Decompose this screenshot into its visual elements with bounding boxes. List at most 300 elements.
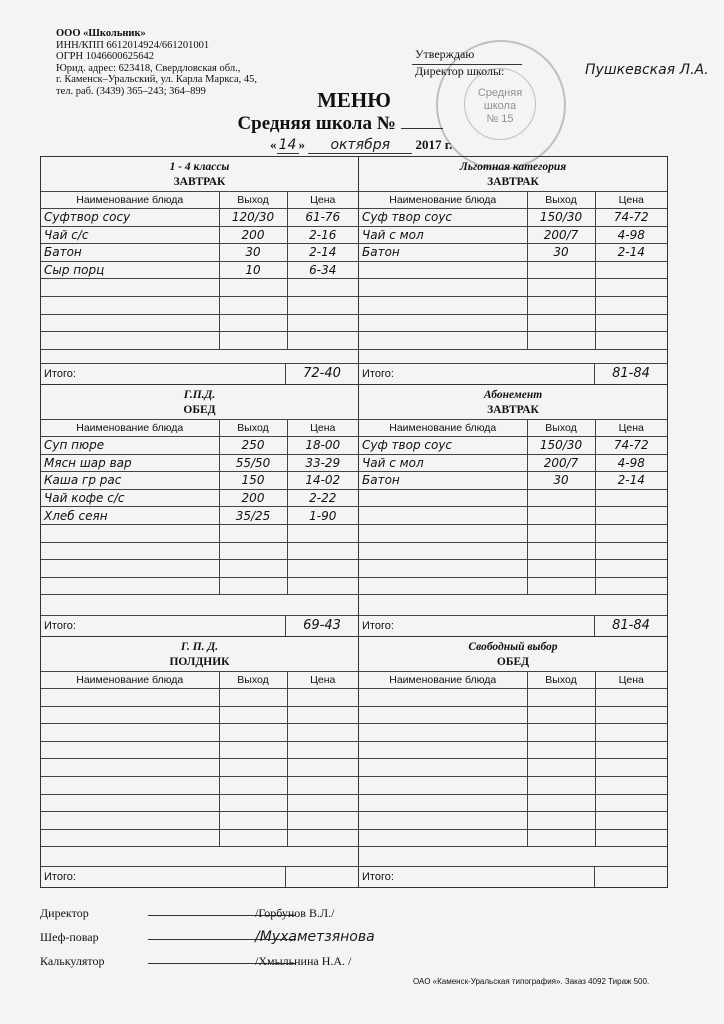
col-header-output: Выход bbox=[527, 420, 595, 437]
dish-price bbox=[595, 812, 667, 830]
dish-output: 55/50 bbox=[219, 454, 287, 472]
dish-name bbox=[359, 296, 527, 314]
table-row bbox=[359, 706, 667, 724]
menu-grid bbox=[40, 156, 668, 888]
table-header-row bbox=[41, 672, 358, 689]
table-row bbox=[41, 454, 358, 472]
dish-price bbox=[595, 706, 667, 724]
col-header-name: Наименование блюда bbox=[41, 672, 219, 689]
dish-output bbox=[527, 706, 595, 724]
org-name: ООО «Школьник» bbox=[56, 28, 146, 39]
dish-name: Батон bbox=[359, 472, 527, 490]
block-category: Г.П.Д. bbox=[183, 389, 216, 401]
dish-price bbox=[595, 261, 667, 279]
table-row bbox=[41, 314, 358, 332]
dish-output: 200 bbox=[219, 489, 287, 507]
menu-table bbox=[359, 191, 667, 350]
org-ogrn: ОГРН 1046600625642 bbox=[56, 51, 154, 62]
dish-price bbox=[287, 279, 358, 297]
approve-line bbox=[412, 64, 522, 65]
dish-price bbox=[595, 577, 667, 595]
dish-price: 61-76 bbox=[287, 209, 358, 227]
dish-output: 30 bbox=[527, 244, 595, 262]
dish-price bbox=[595, 296, 667, 314]
dish-name: Суп пюре bbox=[41, 437, 219, 455]
dish-name bbox=[41, 829, 219, 847]
block-category: Г. П. Д. bbox=[180, 641, 219, 653]
col-header-price: Цена bbox=[595, 420, 667, 437]
dish-price: 2-14 bbox=[595, 244, 667, 262]
dish-name: Мясн шар вар bbox=[41, 454, 219, 472]
date-quote-open: « bbox=[270, 137, 277, 152]
table-row bbox=[41, 542, 358, 560]
dish-price bbox=[595, 794, 667, 812]
dish-name bbox=[359, 724, 527, 742]
dish-price bbox=[287, 812, 358, 830]
menu-block bbox=[41, 385, 359, 637]
dish-price bbox=[287, 689, 358, 707]
dish-output bbox=[219, 279, 287, 297]
dish-name bbox=[41, 759, 219, 777]
dish-output: 200 bbox=[219, 226, 287, 244]
block-header bbox=[41, 157, 358, 191]
dish-name bbox=[41, 776, 219, 794]
dish-name: Чай с/с bbox=[41, 226, 219, 244]
table-row bbox=[359, 724, 667, 742]
dish-output: 30 bbox=[527, 472, 595, 490]
table-row bbox=[359, 489, 667, 507]
dish-price bbox=[595, 542, 667, 560]
dish-price: 2-16 bbox=[287, 226, 358, 244]
total-value: 81-84 bbox=[594, 616, 667, 636]
dish-name: Хлеб сеян bbox=[41, 507, 219, 525]
block-header bbox=[359, 385, 667, 419]
dish-output bbox=[219, 314, 287, 332]
block-meal: ОБЕД bbox=[496, 656, 530, 668]
table-row bbox=[41, 577, 358, 595]
print-info: ОАО «Каменск-Уральская типография». Заказ 4092 Тираж 500. bbox=[413, 977, 650, 986]
col-header-output: Выход bbox=[527, 192, 595, 209]
col-header-output: Выход bbox=[219, 420, 287, 437]
table-row bbox=[359, 244, 667, 262]
menu-block bbox=[41, 637, 359, 887]
director-label: Директор bbox=[40, 906, 89, 920]
dish-output bbox=[527, 776, 595, 794]
dish-output bbox=[219, 812, 287, 830]
total-row bbox=[41, 615, 358, 636]
dish-name bbox=[359, 706, 527, 724]
dish-price bbox=[287, 724, 358, 742]
table-row bbox=[41, 776, 358, 794]
dish-name: Батон bbox=[359, 244, 527, 262]
block-category: Свободный выбор bbox=[468, 641, 558, 653]
table-row bbox=[359, 689, 667, 707]
total-row bbox=[359, 615, 667, 636]
dish-price bbox=[595, 279, 667, 297]
dish-name bbox=[41, 542, 219, 560]
table-row bbox=[359, 314, 667, 332]
dish-output bbox=[219, 524, 287, 542]
dish-price bbox=[287, 542, 358, 560]
table-row bbox=[41, 812, 358, 830]
dish-price bbox=[287, 794, 358, 812]
block-meal: ЗАВТРАК bbox=[173, 176, 226, 188]
dish-output bbox=[219, 577, 287, 595]
dish-name: Сыр порц bbox=[41, 261, 219, 279]
table-row bbox=[359, 209, 667, 227]
dish-name bbox=[41, 741, 219, 759]
table-row bbox=[41, 261, 358, 279]
dish-price bbox=[595, 689, 667, 707]
menu-table bbox=[41, 671, 358, 847]
dish-output bbox=[219, 741, 287, 759]
col-header-name: Наименование блюда bbox=[359, 672, 527, 689]
table-row bbox=[359, 454, 667, 472]
block-meal: ЗАВТРАК bbox=[487, 176, 539, 188]
dish-output bbox=[527, 507, 595, 525]
dish-price: 6-34 bbox=[287, 261, 358, 279]
dish-output bbox=[527, 577, 595, 595]
block-header bbox=[359, 637, 667, 671]
dish-name: Чай с мол bbox=[359, 454, 527, 472]
dish-output bbox=[527, 296, 595, 314]
col-header-output: Выход bbox=[219, 672, 287, 689]
dish-name bbox=[359, 332, 527, 350]
dish-output bbox=[219, 759, 287, 777]
dish-price bbox=[595, 829, 667, 847]
menu-table bbox=[41, 191, 358, 350]
table-row bbox=[41, 829, 358, 847]
table-row bbox=[359, 759, 667, 777]
table-row bbox=[41, 279, 358, 297]
dish-output: 120/30 bbox=[219, 209, 287, 227]
total-value: 81-84 bbox=[594, 364, 667, 384]
dish-name bbox=[41, 524, 219, 542]
block-category: 1 - 4 классы bbox=[169, 161, 230, 173]
table-row bbox=[359, 577, 667, 595]
col-header-price: Цена bbox=[595, 672, 667, 689]
org-address-line2: г. Каменск–Уральский, ул. Карла Маркса, 45, bbox=[56, 74, 257, 85]
table-row bbox=[359, 829, 667, 847]
total-label: Итого: bbox=[362, 871, 394, 883]
table-row bbox=[359, 261, 667, 279]
dish-name bbox=[359, 829, 527, 847]
table-row bbox=[41, 332, 358, 350]
dish-output bbox=[527, 759, 595, 777]
dish-output bbox=[219, 706, 287, 724]
dish-price bbox=[595, 560, 667, 578]
total-label: Итого: bbox=[362, 368, 394, 380]
table-row bbox=[41, 244, 358, 262]
dish-output bbox=[219, 560, 287, 578]
dish-price bbox=[287, 332, 358, 350]
subtitle-text: Средняя школа № bbox=[237, 113, 396, 134]
table-header-row bbox=[41, 420, 358, 437]
dish-output bbox=[527, 812, 595, 830]
dish-price bbox=[287, 577, 358, 595]
chef-row bbox=[40, 924, 375, 948]
date-year: 2017 г. bbox=[415, 137, 453, 152]
dish-price: 4-98 bbox=[595, 226, 667, 244]
page-title: МЕНЮ bbox=[317, 88, 391, 112]
dish-name bbox=[41, 706, 219, 724]
dish-price: 33-29 bbox=[287, 454, 358, 472]
dish-price bbox=[595, 776, 667, 794]
dish-name: Чай с мол bbox=[359, 226, 527, 244]
dish-price: 14-02 bbox=[287, 472, 358, 490]
dish-output: 200/7 bbox=[527, 454, 595, 472]
dish-name bbox=[359, 577, 527, 595]
approval-block bbox=[415, 46, 504, 80]
table-row bbox=[41, 507, 358, 525]
director-signature: Пушкевская Л.А. bbox=[585, 62, 709, 78]
dish-output bbox=[219, 829, 287, 847]
dish-output bbox=[527, 489, 595, 507]
table-row bbox=[41, 209, 358, 227]
col-header-output: Выход bbox=[527, 672, 595, 689]
org-inn: ИНН/КПП 6612014924/661201001 bbox=[56, 39, 210, 51]
table-row bbox=[41, 226, 358, 244]
dish-output bbox=[219, 776, 287, 794]
table-row bbox=[359, 741, 667, 759]
dish-output bbox=[527, 794, 595, 812]
dish-output bbox=[219, 724, 287, 742]
dish-name bbox=[41, 296, 219, 314]
table-row bbox=[41, 437, 358, 455]
dish-output bbox=[527, 261, 595, 279]
dish-price bbox=[595, 507, 667, 525]
total-value: 69-43 bbox=[285, 616, 358, 636]
total-value bbox=[285, 867, 358, 887]
dish-name bbox=[41, 689, 219, 707]
col-header-name: Наименование блюда bbox=[359, 192, 527, 209]
date-month: октября bbox=[308, 137, 412, 154]
approve-label: Утверждаю bbox=[415, 47, 475, 61]
block-header bbox=[41, 385, 358, 419]
table-row bbox=[41, 560, 358, 578]
dish-price: 74-72 bbox=[595, 437, 667, 455]
page-subtitle bbox=[0, 113, 702, 135]
table-row bbox=[359, 472, 667, 490]
col-header-price: Цена bbox=[287, 672, 358, 689]
dish-name bbox=[359, 261, 527, 279]
total-label: Итого: bbox=[44, 871, 76, 883]
dish-output bbox=[527, 724, 595, 742]
dish-name: Батон bbox=[41, 244, 219, 262]
date-quote-close: » bbox=[298, 137, 305, 152]
col-header-name: Наименование блюда bbox=[359, 420, 527, 437]
dish-name bbox=[41, 279, 219, 297]
dish-output bbox=[527, 524, 595, 542]
dish-name bbox=[41, 560, 219, 578]
table-row bbox=[359, 794, 667, 812]
table-row bbox=[41, 741, 358, 759]
col-header-output: Выход bbox=[219, 192, 287, 209]
table-row bbox=[41, 524, 358, 542]
dish-name bbox=[359, 689, 527, 707]
col-header-name: Наименование блюда bbox=[41, 192, 219, 209]
dish-output: 200/7 bbox=[527, 226, 595, 244]
block-header bbox=[359, 157, 667, 191]
col-header-price: Цена bbox=[595, 192, 667, 209]
table-row bbox=[359, 226, 667, 244]
total-row bbox=[41, 363, 358, 384]
dish-price: 1-90 bbox=[287, 507, 358, 525]
block-meal: ОБЕД bbox=[183, 404, 216, 416]
table-row bbox=[359, 332, 667, 350]
dish-output bbox=[527, 542, 595, 560]
dish-output bbox=[527, 689, 595, 707]
table-header-row bbox=[359, 192, 667, 209]
dish-price: 18-00 bbox=[287, 437, 358, 455]
dish-price bbox=[595, 332, 667, 350]
menu-block bbox=[359, 157, 667, 385]
dish-output bbox=[219, 332, 287, 350]
table-row bbox=[359, 279, 667, 297]
dish-name bbox=[41, 812, 219, 830]
dish-name bbox=[359, 759, 527, 777]
dish-name: Каша гр рас bbox=[41, 472, 219, 490]
dish-output bbox=[527, 829, 595, 847]
stamp-text-1: Средняя bbox=[477, 87, 523, 99]
table-row bbox=[359, 542, 667, 560]
dish-output: 35/25 bbox=[219, 507, 287, 525]
dish-output bbox=[527, 741, 595, 759]
dish-price bbox=[287, 560, 358, 578]
total-row bbox=[359, 866, 667, 887]
table-header-row bbox=[41, 192, 358, 209]
col-header-price: Цена bbox=[287, 192, 358, 209]
dish-price: 2-22 bbox=[287, 489, 358, 507]
dish-name bbox=[359, 507, 527, 525]
col-header-price: Цена bbox=[287, 420, 358, 437]
table-row bbox=[359, 812, 667, 830]
dish-output: 150/30 bbox=[527, 437, 595, 455]
calculator-row bbox=[40, 948, 352, 972]
org-address-line1: Юрид. адрес: 623418, Свердловская обл., bbox=[56, 62, 241, 74]
dish-name bbox=[41, 794, 219, 812]
table-row bbox=[41, 296, 358, 314]
table-row bbox=[41, 706, 358, 724]
dish-output: 250 bbox=[219, 437, 287, 455]
dish-price bbox=[287, 759, 358, 777]
stamp-text-3: № 15 bbox=[486, 113, 514, 125]
dish-price: 4-98 bbox=[595, 454, 667, 472]
dish-price: 74-72 bbox=[595, 209, 667, 227]
total-value bbox=[594, 867, 667, 887]
col-header-name: Наименование блюда bbox=[41, 420, 219, 437]
dish-price: 2-14 bbox=[287, 244, 358, 262]
stamp-text-2: школа bbox=[483, 100, 517, 112]
dish-price bbox=[287, 829, 358, 847]
dish-output: 150 bbox=[219, 472, 287, 490]
dish-name: Суф твор соус bbox=[359, 437, 527, 455]
dish-output: 150/30 bbox=[527, 209, 595, 227]
block-category: Абонемент bbox=[483, 389, 543, 401]
table-row bbox=[41, 794, 358, 812]
menu-block bbox=[359, 385, 667, 637]
dish-price bbox=[287, 741, 358, 759]
dish-price: 2-14 bbox=[595, 472, 667, 490]
block-meal: ПОЛДНИК bbox=[169, 656, 230, 668]
table-row bbox=[41, 724, 358, 742]
dish-name: Суфтвор сосу bbox=[41, 209, 219, 227]
chef-name: /Мухаметзянова bbox=[255, 929, 375, 945]
total-label: Итого: bbox=[44, 368, 76, 380]
dish-price bbox=[595, 524, 667, 542]
calculator-label: Калькулятор bbox=[40, 954, 105, 968]
dish-price bbox=[595, 759, 667, 777]
director-row bbox=[40, 900, 335, 924]
menu-date bbox=[270, 137, 452, 154]
dish-name bbox=[359, 741, 527, 759]
dish-name: Чай кофе с/с bbox=[41, 489, 219, 507]
dish-output bbox=[527, 332, 595, 350]
table-header-row bbox=[359, 420, 667, 437]
total-label: Итого: bbox=[44, 620, 76, 632]
dish-price bbox=[287, 296, 358, 314]
total-label: Итого: bbox=[362, 620, 394, 632]
dish-name bbox=[359, 560, 527, 578]
signatures-footer bbox=[40, 900, 375, 972]
dish-price bbox=[287, 524, 358, 542]
dish-name bbox=[359, 794, 527, 812]
dish-output bbox=[219, 794, 287, 812]
dish-price bbox=[595, 741, 667, 759]
dish-name bbox=[41, 577, 219, 595]
menu-table bbox=[359, 419, 667, 595]
total-row bbox=[359, 363, 667, 384]
table-row bbox=[359, 776, 667, 794]
dish-output bbox=[219, 542, 287, 560]
dish-name bbox=[359, 279, 527, 297]
table-row bbox=[359, 524, 667, 542]
director-school-label: Директор школы: bbox=[415, 64, 505, 78]
table-row bbox=[359, 296, 667, 314]
dish-name bbox=[41, 332, 219, 350]
table-header-row bbox=[359, 672, 667, 689]
block-header bbox=[41, 637, 358, 671]
dish-output bbox=[219, 296, 287, 314]
table-row bbox=[359, 437, 667, 455]
dish-price bbox=[287, 314, 358, 332]
dish-name bbox=[359, 524, 527, 542]
dish-price bbox=[287, 776, 358, 794]
director-name: /Горбунов В.Л./ bbox=[255, 906, 335, 920]
block-category: Льготная категория bbox=[459, 161, 567, 173]
menu-table bbox=[359, 671, 667, 847]
calculator-name: /Хмыльнина Н.А. / bbox=[255, 954, 352, 968]
dish-name bbox=[359, 314, 527, 332]
dish-output bbox=[527, 279, 595, 297]
menu-block bbox=[41, 157, 359, 385]
dish-price bbox=[287, 706, 358, 724]
organization-details bbox=[56, 28, 336, 97]
dish-output bbox=[219, 689, 287, 707]
dish-output bbox=[527, 560, 595, 578]
total-value: 72-40 bbox=[285, 364, 358, 384]
table-row bbox=[41, 759, 358, 777]
dish-output: 30 bbox=[219, 244, 287, 262]
org-phone: тел. раб. (3439) 365–243; 364–899 bbox=[56, 85, 206, 97]
dish-price bbox=[595, 489, 667, 507]
dish-price bbox=[595, 724, 667, 742]
table-row bbox=[41, 689, 358, 707]
table-row bbox=[359, 560, 667, 578]
date-day: 14 bbox=[277, 137, 299, 154]
dish-name bbox=[41, 724, 219, 742]
block-meal: ЗАВТРАК bbox=[487, 404, 539, 416]
